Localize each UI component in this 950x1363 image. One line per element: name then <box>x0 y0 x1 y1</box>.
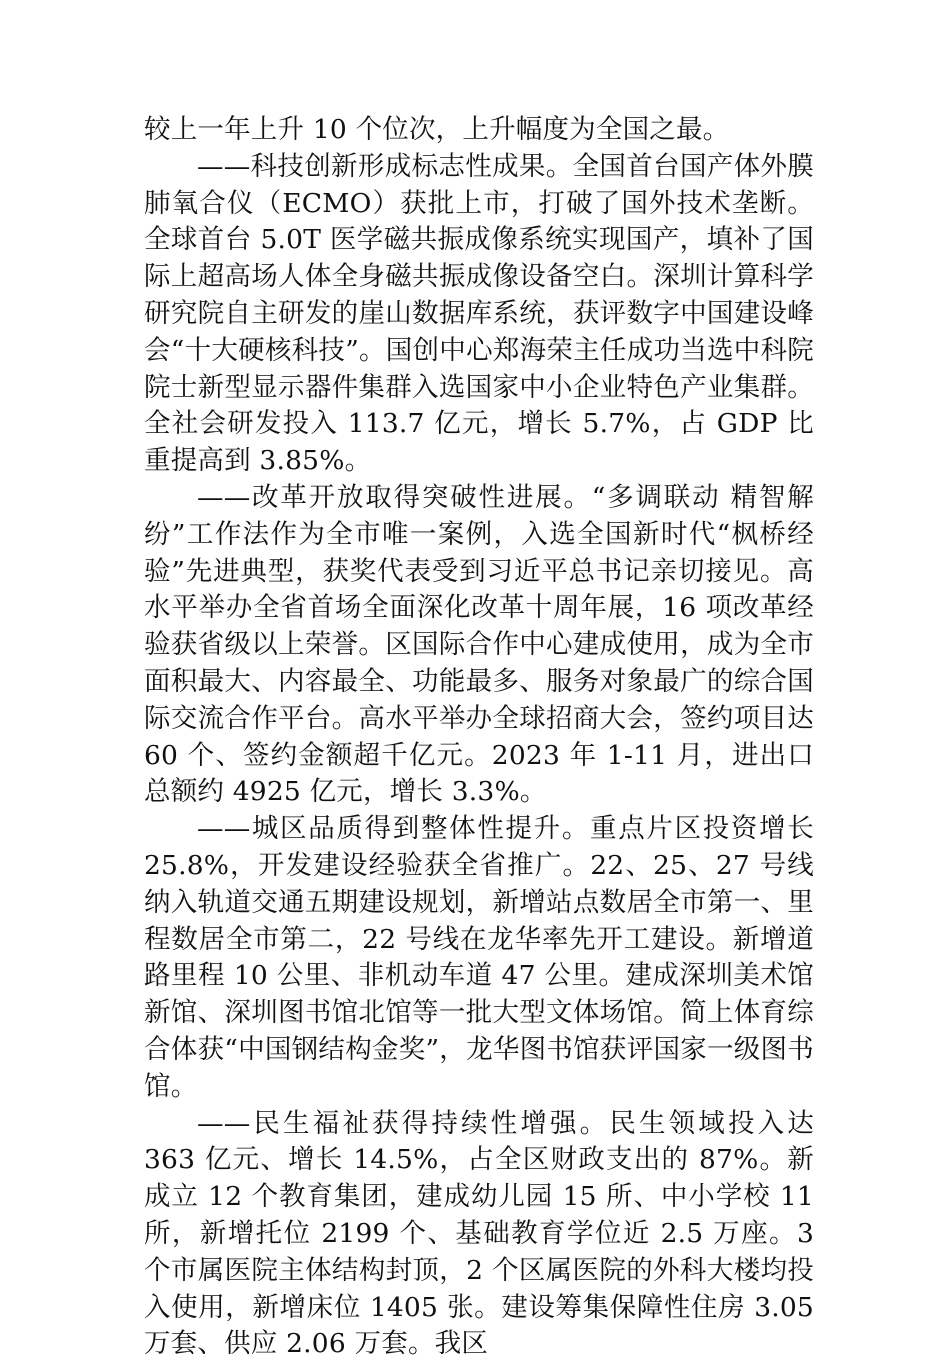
paragraph-livelihood: ——民生福祉获得持续性增强。民生领域投入达 363 亿元、增长 14.5%，占全区财政支出的 87%。新成立 12 个教育集团，建成幼儿园 15 所、中小学校 11 所，新增托位 2199 个、基础教育学位近 2.5 万座。3 个市属医院主体结构封顶，2 个区属医院的外科大楼均投入使用，新增床位 1405 张。建设筹集保障性住房 3.05 万套、供应 2.06 万套。我区 <box>144 1107 814 1360</box>
paragraph-reform-opening: ——改革开放取得突破性进展。“多调联动 精智解纷”工作法作为全市唯一案例，入选全国新时代“枫桥经验”先进典型，获奖代表受到习近平总书记亲切接见。高水平举办全省首场全面深化改革十周年展，16 项改革经验获省级以上荣誉。区国际合作中心建成使用，成为全市面积最大、内容最全、功能最多、服务对象最广的综合国际交流合作平台。高水平举办全球招商大会，签约项目达 60 个、签约金额超千亿元。2023 年 1-11 月，进出口总额约 4925 亿元，增长 3.3%。 <box>144 481 814 808</box>
body-text <box>144 112 814 1363</box>
paragraph-intro-continuation: 较上一年上升 10 个位次，上升幅度为全国之最。 <box>144 114 730 145</box>
paragraph-urban-quality: ——城区品质得到整体性提升。重点片区投资增长 25.8%，开发建设经验获全省推广。22、25、27 号线纳入轨道交通五期建设规划，新增站点数居全市第一、里程数居全市第二，22 号线在龙华率先开工建设。新增道路里程 10 公里、非机动车道 47 公里。建成深圳美术馆新馆、深圳图书馆北馆等一批大型文体场馆。简上体育综合体获“中国钢结构金奖”，龙华图书馆获评国家一级图书馆。 <box>144 813 814 1102</box>
paragraph-tech-innovation: ——科技创新形成标志性成果。全国首台国产体外膜肺氧合仪（ECMO）获批上市，打破了国外技术垄断。全球首台 5.0T 医学磁共振成像系统实现国产，填补了国际上超高场人体全身磁共振成像设备空白。深圳计算科学研究院自主研发的崖山数据库系统，获评数字中国建设峰会“十大硬核科技”。国创中心郑海荣主任成功当选中科院院士新型显示器件集群入选国家中小企业特色产业集群。全社会研发投入 113.7 亿元，增长 5.7%，占 GDP 比重提高到 3.85%。 <box>144 150 814 477</box>
